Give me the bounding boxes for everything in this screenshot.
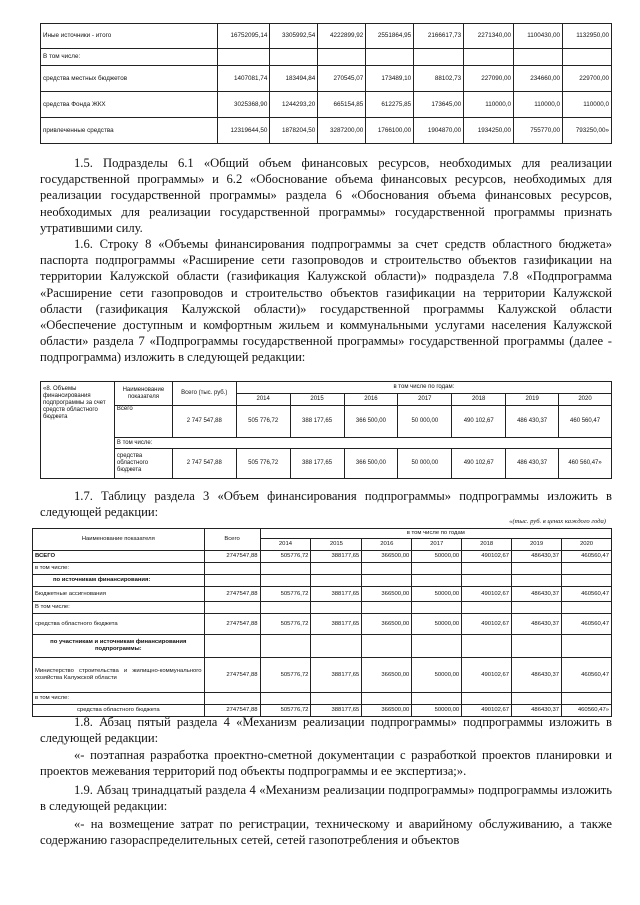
row-label: средства областного бюджета (33, 614, 205, 635)
cell: 2271340,00 (464, 24, 514, 49)
paragraph-1-9: 1.9. Абзац тринадцатый раздела 4 «Механизм реализации подпрограммы» подпрограммы изложить в следующей редакции: (40, 783, 612, 814)
cell: 460560,47 (562, 551, 612, 563)
column-header: Наименование показателя (114, 382, 172, 406)
paragraph-1-5: 1.5. Подразделы 6.1 «Общий объем финансовых ресурсов, необходимых для реализации государственной программы» и 6.2 «Обоснование объема финансовых ресурсов, необходимых для реализации государственной программы» раздела 6 «Обоснования объема финансовых ресурсов, необходимых для реализации государственной программы» государственной программы признать утратившими силу. (40, 156, 612, 235)
cell: 460560,47» (562, 705, 612, 717)
cell: 110000,0 (563, 92, 612, 118)
row-label: привлеченные средства (41, 118, 218, 144)
cell: 486 430,37 (506, 406, 559, 438)
year-header: 2019 (506, 394, 559, 406)
cell: 505776,72 (260, 551, 311, 563)
cell: 366500,00 (362, 551, 412, 563)
passport-funding-table (40, 381, 612, 479)
table-row (33, 635, 612, 658)
cell: 490 102,67 (452, 449, 506, 479)
row-label: Иные источники - итого (41, 24, 218, 49)
cell: 460560,47 (562, 614, 612, 635)
column-header: Всего (тыс. руб.) (172, 382, 236, 406)
row-label: в том числе: (33, 563, 205, 575)
row-label: ВСЕГО (33, 551, 205, 563)
paragraph-1-9-quote: «- на возмещение затрат по регистрации, техническому и аварийному обслуживанию, а также содержанию газораспределительных сетей, сетей газопотребления и объектов (40, 817, 612, 848)
cell: 2 747 547,88 (172, 449, 236, 479)
year-header: 2014 (260, 539, 311, 551)
cell: 793250,00» (563, 118, 612, 144)
table-row (41, 92, 612, 118)
cell: 388177,65 (311, 551, 362, 563)
table-row (41, 24, 612, 49)
row-label: В том числе: (114, 438, 611, 449)
cell: 505776,72 (260, 705, 311, 717)
cell: 2166617,73 (414, 24, 464, 49)
paragraph-1-8: 1.8. Абзац пятый раздела 4 «Механизм реализации подпрограммы» подпрограммы изложить в следующей редакции: (40, 715, 612, 746)
cell: 505776,72 (260, 587, 311, 602)
table-caption: «(тыс. руб. в ценах каждого года) (509, 518, 606, 525)
year-header: 2015 (311, 539, 362, 551)
cell: 490102,67 (462, 551, 512, 563)
cell: 2747547,88 (204, 614, 260, 635)
cell: 50000,00 (412, 587, 462, 602)
cell: 3305992,54 (270, 24, 318, 49)
cell: 490102,67 (462, 705, 512, 717)
cell: 1934250,00 (464, 118, 514, 144)
cell: 3287200,00 (318, 118, 366, 144)
row-label: средства Фонда ЖКХ (41, 92, 218, 118)
table-row (33, 614, 612, 635)
year-header: 2018 (452, 394, 506, 406)
year-header: 2016 (362, 539, 412, 551)
subprogram-finance-table (32, 528, 612, 717)
cell: 1407081,74 (218, 66, 270, 92)
row-label: Министерство строительства и жилищно-коммунального хозяйства Калужской области (33, 658, 205, 693)
table-row (33, 693, 612, 705)
year-header: 2014 (236, 394, 290, 406)
cell: 366 500,00 (344, 406, 398, 438)
row-label: Бюджетные ассигнования (33, 587, 205, 602)
cell: 50000,00 (412, 614, 462, 635)
cell: 2747547,88 (204, 658, 260, 693)
year-header: 2015 (290, 394, 344, 406)
cell: 110000,0 (464, 92, 514, 118)
year-header: 2020 (559, 394, 612, 406)
row-label: Всего (114, 406, 172, 438)
cell: 486430,37 (512, 587, 562, 602)
cell: 388 177,65 (290, 449, 344, 479)
cell: 2747547,88 (204, 587, 260, 602)
cell: 755770,00 (514, 118, 563, 144)
cell: 505776,72 (260, 614, 311, 635)
cell: 366500,00 (362, 587, 412, 602)
cell: 270545,07 (318, 66, 366, 92)
cell: 388177,65 (311, 658, 362, 693)
cell: 612275,85 (366, 92, 414, 118)
row-label: средства местных бюджетов (41, 66, 218, 92)
cell: 665154,85 (318, 92, 366, 118)
cell: 366 500,00 (344, 449, 398, 479)
table-row (41, 438, 612, 449)
cell: 388 177,65 (290, 406, 344, 438)
column-header: Наименование показателя (33, 529, 205, 551)
cell: 486 430,37 (506, 449, 559, 479)
cell: 505 776,72 (236, 406, 290, 438)
cell: 486430,37 (512, 658, 562, 693)
row-label: В том числе: (33, 602, 205, 614)
row-label: средства областного бюджета (114, 449, 172, 479)
cell: 50000,00 (412, 551, 462, 563)
cell: 460 560,47» (559, 449, 612, 479)
cell: 366500,00 (362, 614, 412, 635)
column-header: в том числе по годам (260, 529, 612, 539)
row-label: «8. Объемы финансирования подпрограммы за счет средств областного бюджета (41, 382, 115, 479)
cell: 490102,67 (462, 587, 512, 602)
cell: 173645,00 (414, 92, 464, 118)
year-header: 2017 (412, 539, 462, 551)
cell: 50000,00 (412, 658, 462, 693)
table-row (33, 563, 612, 575)
cell: 50000,00 (412, 705, 462, 717)
row-label: в том числе: (33, 693, 205, 705)
cell: 234660,00 (514, 66, 563, 92)
cell: 388177,65 (311, 614, 362, 635)
column-header: в том числе по годам: (236, 382, 611, 394)
cell: 366500,00 (362, 705, 412, 717)
cell: 88102,73 (414, 66, 464, 92)
cell: 486430,37 (512, 614, 562, 635)
cell: 490102,67 (462, 614, 512, 635)
cell: 490102,67 (462, 658, 512, 693)
paragraph-1-6: 1.6. Строку 8 «Объемы финансирования подпрограммы за счет средств областного бюджета» паспорта подпрограммы «Расширение сети газопроводов и строительство объектов газификации на территории Калужской области (газификация Калужской области)» подраздела 7.8 «Подпрограмма «Расширение сети газопроводов и строительство объектов газификации на территории Калужской области (газификация Калужской области)» государственной программы Калужской области «Обеспечение доступным и комфортным жильем и коммунальными услугами населения Калужской области» раздела 7 «Подпрограммы государственной программы» государственной программы (далее - подпрограмма) изложить в следующей редакции: (40, 237, 612, 365)
cell: 505 776,72 (236, 449, 290, 479)
row-label: по участникам и источникам финансирования подпрограммы: (33, 635, 205, 658)
table-row (33, 575, 612, 587)
cell: 1904870,00 (414, 118, 464, 144)
paragraph-1-7: 1.7. Таблицу раздела 3 «Объем финансирования подпрограммы» подпрограммы изложить в следующей редакции: (40, 489, 612, 520)
cell: 4222899,92 (318, 24, 366, 49)
cell: 2551864,95 (366, 24, 414, 49)
column-header: Всего (204, 529, 260, 551)
cell: 229700,00 (563, 66, 612, 92)
row-label: по источникам финансирования: (33, 575, 205, 587)
cell: 1100430,00 (514, 24, 563, 49)
cell: 460 560,47 (559, 406, 612, 438)
cell: 110000,0 (514, 92, 563, 118)
cell: 460560,47 (562, 587, 612, 602)
cell: 486430,37 (512, 551, 562, 563)
cell: 16752095,14 (218, 24, 270, 49)
year-header: 2020 (562, 539, 612, 551)
table-row (41, 382, 612, 394)
table-row (41, 449, 612, 479)
cell: 366500,00 (362, 658, 412, 693)
cell: 388177,65 (311, 705, 362, 717)
cell: 2 747 547,88 (172, 406, 236, 438)
other-sources-table (40, 23, 612, 144)
cell: 227090,00 (464, 66, 514, 92)
table-row (41, 66, 612, 92)
table-row (41, 406, 612, 438)
year-header: 2017 (398, 394, 452, 406)
cell: 460560,47 (562, 658, 612, 693)
row-label: В том числе: (41, 49, 218, 66)
cell: 1132950,00 (563, 24, 612, 49)
cell: 1766100,00 (366, 118, 414, 144)
paragraph-1-8-quote: «- поэтапная разработка проектно-сметной документации с разработкой проектов планировки и проектов межевания территорий под объекты подпрограммы и ее экспертиза;». (40, 748, 612, 779)
cell: 1244293,20 (270, 92, 318, 118)
table-row (41, 118, 612, 144)
row-label: средства областного бюджета (33, 705, 205, 717)
cell: 2747547,88 (204, 705, 260, 717)
table-row (33, 587, 612, 602)
cell: 505776,72 (260, 658, 311, 693)
cell: 2747547,88 (204, 551, 260, 563)
cell: 12319644,50 (218, 118, 270, 144)
table-row (41, 49, 612, 66)
cell: 183494,84 (270, 66, 318, 92)
year-header: 2018 (462, 539, 512, 551)
cell: 50 000,00 (398, 449, 452, 479)
cell: 1878204,50 (270, 118, 318, 144)
cell: 50 000,00 (398, 406, 452, 438)
year-header: 2016 (344, 394, 398, 406)
table-row (33, 551, 612, 563)
cell: 486430,37 (512, 705, 562, 717)
cell: 388177,65 (311, 587, 362, 602)
table-row (33, 529, 612, 539)
cell: 173489,10 (366, 66, 414, 92)
table-row (33, 658, 612, 693)
year-header: 2019 (512, 539, 562, 551)
cell: 3025368,90 (218, 92, 270, 118)
table-row (33, 602, 612, 614)
cell: 490 102,67 (452, 406, 506, 438)
